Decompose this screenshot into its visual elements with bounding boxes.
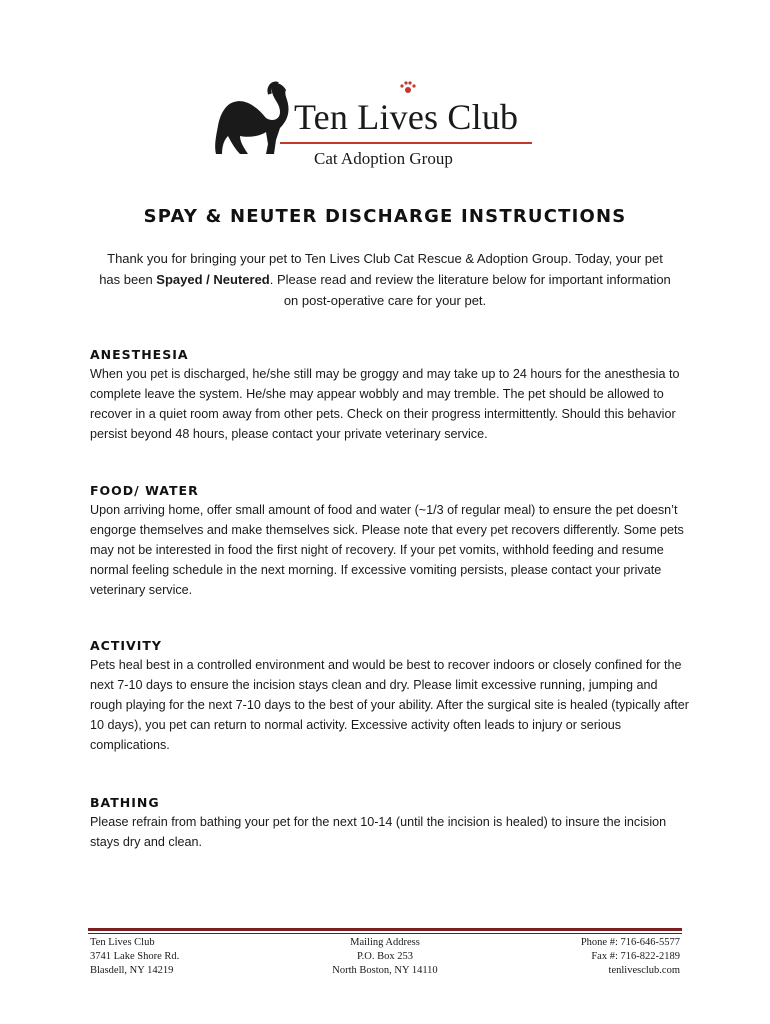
section-body: Pets heal best in a controlled environment and would be best to recover indoors or closely confined for the next 7-10 days to ensure the incision stays clean and dry. Please limit excessive running, jumping and rough playing for the next 7-10 days to the best of your ability. After the surgical site is healed (typically after 10 days), you pet can return to normal activity. Excessive activity often leads to injury or serious complications. — [90, 658, 689, 752]
section-heading: FOOD/ WATER — [90, 483, 199, 498]
intro-paragraph — [95, 248, 675, 311]
option-separator: / — [202, 272, 214, 287]
footer-divider-thin — [88, 933, 682, 934]
footer-line: P.O. Box 253 — [356, 951, 413, 962]
logo — [210, 78, 540, 176]
spayed-option: Spayed — [156, 272, 203, 287]
footer-fax: Fax #: 716-822-2189 — [591, 951, 680, 962]
footer — [90, 936, 680, 986]
section-food-water — [90, 482, 690, 600]
footer-divider — [88, 928, 682, 931]
footer-line: Mailing Address — [350, 937, 420, 948]
footer-line: Ten Lives Club — [90, 937, 155, 948]
page-title: SPAY & NEUTER DISCHARGE INSTRUCTIONS — [143, 206, 627, 227]
footer-phone: Phone #: 716-646-5577 — [580, 937, 680, 948]
section-heading: ACTIVITY — [90, 638, 162, 653]
footer-line: North Boston, NY 14110 — [332, 965, 438, 976]
footer-contact — [581, 936, 680, 978]
section-body: When you pet is discharged, he/she still may be groggy and may take up to 24 hours for the anesthesia to complete leave the system. He/she may appear wobbly and may tremble. The pet should be allowed to recover in a quiet room away from other pets. Check on their progress intermittently. Should this behavior persist beyond 48 hours, please contact your private veterinary service. — [90, 367, 680, 441]
section-body: Please refrain from bathing your pet for the next 10-14 (until the incision is healed) to insure the incision stays dry and clean. — [90, 815, 667, 849]
section-activity — [90, 637, 690, 755]
section-anesthesia — [90, 346, 690, 444]
neutered-option: Neutered — [213, 272, 270, 287]
footer-line: Blasdell, NY 14219 — [90, 965, 174, 976]
footer-website[interactable]: tenlivesclub.com — [608, 965, 680, 976]
section-heading: BATHING — [90, 795, 160, 810]
section-bathing — [90, 794, 690, 852]
logo-title: Ten Lives Club — [294, 97, 519, 137]
logo-subtitle: Cat Adoption Group — [314, 149, 453, 168]
footer-address — [90, 936, 179, 978]
section-body: Upon arriving home, offer small amount of food and water (~1/3 of regular meal) to ensure the pet doesn’t engorge themselves and make themselves sick. Please note that every pet recovers differently. Some pets may not be interested in food the first night of recovery. If your pet vomits, withhold feeding and resume normal feeling schedule in the next morning. If excessive vomiting persists, please contact your private veterinary service. — [90, 503, 684, 597]
intro-text-1: Thank you for bringing your pet to Ten Lives Club Cat Rescue & Adoption Group. Today, your pet has been — [99, 251, 663, 287]
section-heading: ANESTHESIA — [90, 347, 189, 362]
footer-mailing-address — [285, 936, 485, 978]
footer-line: 3741 Lake Shore Rd. — [90, 951, 180, 962]
intro-text-2: . Please read and review the literature below for important information on post-operative care for your pet. — [269, 272, 671, 308]
